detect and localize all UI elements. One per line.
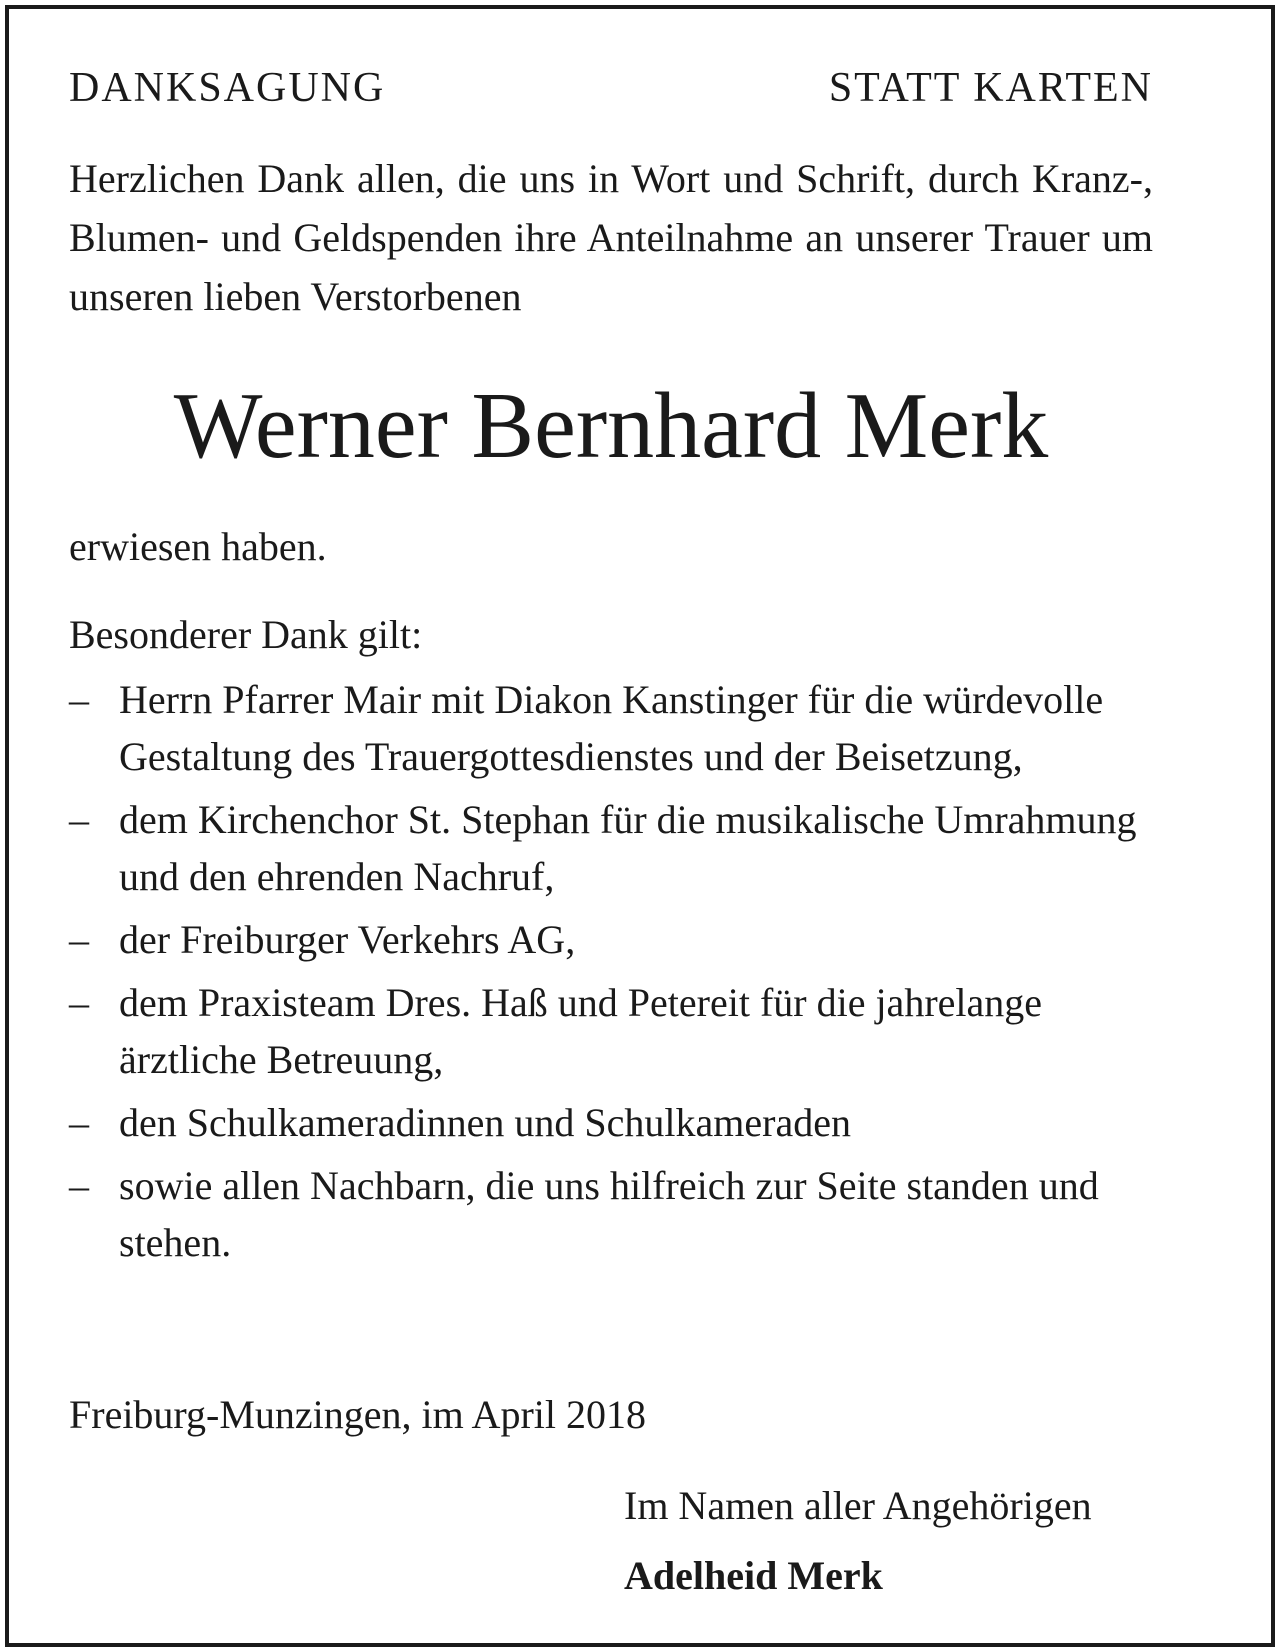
- dash-bullet: –: [69, 980, 89, 1025]
- list-item: [69, 1157, 1153, 1271]
- list-item-text: dem Kirchenchor St. Stephan für die musikalische Umrahmung und den ehrenden Nachruf,: [119, 797, 1137, 899]
- dash-bullet: –: [69, 797, 89, 842]
- header-note: STATT KARTEN: [828, 65, 1153, 111]
- place-date: Freiburg-Munzingen, im April 2018: [69, 1392, 646, 1437]
- header-title: DANKSAGUNG: [69, 65, 386, 111]
- list-item: [69, 1094, 1153, 1151]
- obituary-notice: [5, 5, 1275, 1647]
- dash-bullet: –: [69, 677, 89, 722]
- notice-header: [69, 63, 1153, 113]
- list-item-text: der Freiburger Verkehrs AG,: [119, 917, 576, 962]
- list-item: [69, 911, 1153, 968]
- list-item-text: Herrn Pfarrer Mair mit Diakon Kanstinger für die würdevolle Gestaltung des Trauergottesdienstes und der Beisetzung,: [119, 677, 1104, 779]
- list-item: [69, 974, 1153, 1088]
- special-thanks-list: [69, 671, 1153, 1277]
- signature-block: [624, 1471, 1092, 1611]
- list-item-text: den Schulkameradinnen und Schulkameraden: [119, 1100, 851, 1145]
- closing-line: Im Namen aller Angehörigen: [624, 1483, 1092, 1528]
- list-item-text: sowie allen Nachbarn, die uns hilfreich zur Seite standen und stehen.: [119, 1163, 1099, 1265]
- dash-bullet: –: [69, 917, 89, 962]
- dash-bullet: –: [69, 1100, 89, 1145]
- signer-name: Adelheid Merk: [624, 1553, 883, 1598]
- after-name-text: erwiesen haben.: [69, 524, 327, 569]
- list-item: [69, 791, 1153, 905]
- intro-text: Herzlichen Dank allen, die uns in Wort und Schrift, durch Kranz-, Blumen- und Geldspenden ihre Anteilnahme an unserer Trauer um unseren lieben Verstorbenen: [69, 156, 1153, 319]
- deceased-name: Werner Bernhard Merk: [173, 374, 1049, 478]
- list-item-text: dem Praxisteam Dres. Haß und Petereit für die jahrelange ärztliche Betreuung,: [119, 980, 1043, 1082]
- list-item: [69, 671, 1153, 785]
- dash-bullet: –: [69, 1163, 89, 1208]
- special-thanks-title: Besonderer Dank gilt:: [69, 612, 423, 657]
